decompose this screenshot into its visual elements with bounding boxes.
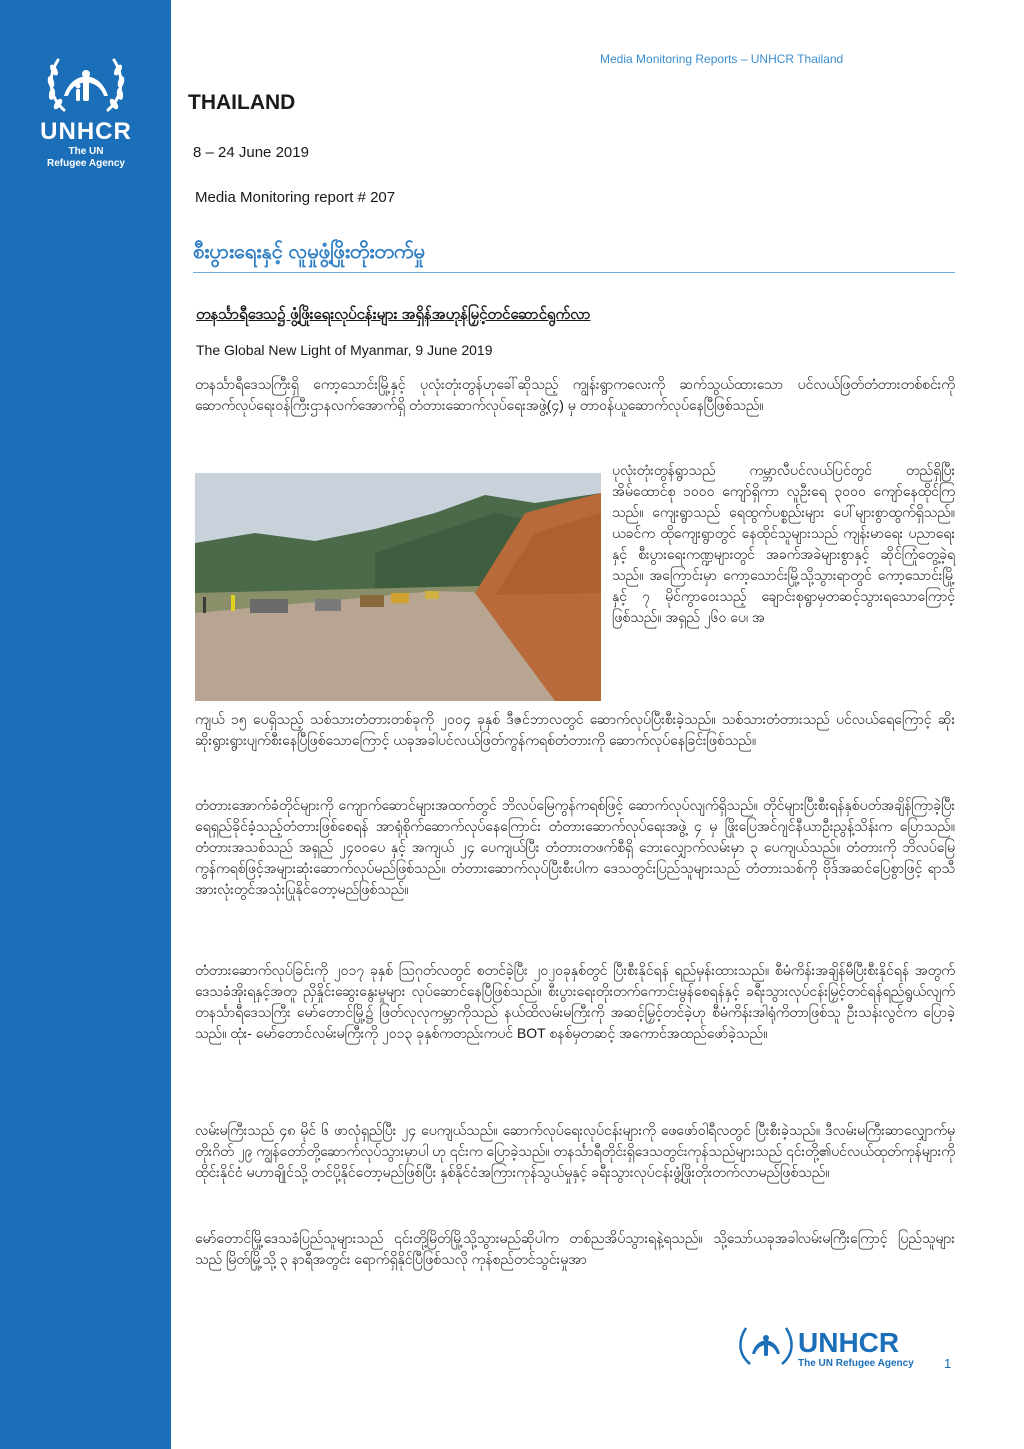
unhcr-footer-icon — [738, 1322, 928, 1370]
article-paragraph-5: လမ်းမကြီးသည် ၄၈ မိုင် ၆ ဖာလုံရှည်ပြီး ၂၄ ပေကျယ်သည်။ ဆောက်လုပ်ရေးလုပ်ငန်းများကို ဖေဖော်ဝါရီလတွင် ပြီးစီးခဲ့သည်။ ဒီလမ်းမကြီးဆာလျှောက်မှ တိုးဂိတ် ၂၉ ကျွန်တော်တို့ဆောက်လုပ်သွားမှာပါ ဟု ၎င်းက ပြောခဲ့သည်။ တနင်္သာရီတိုင်းရှိဒေသတွင်းကုန်သည်များသည် ၎င်းတို့၏ပင်လယ်ထုတ်ကုန်များကို ထိုင်းနိုင်ငံ မဟာချိုင်သို့ တင်ပို့နိုင်တော့မည်ဖြစ်ပြီး နှစ်နိုင်ငံအကြားကုန်သွယ်မှုနှင့် ခရီးသွားလုပ်ငန်းဖွံ့ဖြိုးတိုးတက်လာမည်ဖြစ်သည်။ — [195, 1122, 955, 1180]
article-paragraph-2-wrapped: ပုလုံးတုံးတွန်ရွာသည် ကမ္ဘာလီပင်လယ်ပြင်တွင် တည်ရှိပြီး အိမ်ထောင်စု ၁၀၀၀ ကျော်ရှိကာ လူဦးရေ ၃၀၀၀ ကျော်နေထိုင်ကြသည်။ ကျေးရွာသည် ရေထွက်ပစ္စည်းများ ပေါ်များစွာထွက်ရှိသည်။ ယခင်က ထိုကျေးရွာတွင် နေထိုင်သူများသည် ကျန်းမာရေး ပညာရေးနှင့် စီးပွားရေးကဏ္ဍများတွင် အခက်အခဲများစွာနှင့် ဆိုင်ကြုံတွေ့ခဲ့ရသည်။ အကြောင်းမှာ ကော့သောင်းမြို့သို့သွားရာတွင် ကော့သောင်းမြို့နှင့် ၇ မိုင်ကွာဝေးသည့် ချောင်းစုရွာမှတဆင့်သွားရသောကြောင့်ဖြစ်သည်။ အရှည် ၂၆၀ ပေ၊ အ — [612, 462, 955, 625]
page-number: 1 — [944, 1356, 952, 1371]
brand-sidebar — [0, 0, 171, 1449]
footer-tagline: The UN Refugee Agency — [798, 1358, 914, 1369]
org-name: UNHCR — [40, 118, 132, 145]
road-construction-image — [195, 473, 601, 701]
article-paragraph-6: မော်တောင်မြို့ဒေသခံပြည်သူများသည် ၎င်းတို့မြိတ်မြို့သို့သွားမည်ဆိုပါက တစ်ညအိပ်သွားရနဲ့ရသည်။ သို့သော်ယခုအခါလမ်းမကြီးကြောင့် ပြည်သူများသည် မြိတ်မြို့သို့ ၃ နာရီအတွင်း ရောက်ရှိနိုင်ပြီဖြစ်သလို ကုန်စည်တင်သွင်းမှုအာ — [195, 1230, 955, 1267]
laurel-family-icon — [44, 52, 128, 116]
footer-logo — [738, 1322, 928, 1375]
report-country: THAILAND — [188, 91, 296, 114]
bridge-road-photo — [195, 473, 601, 701]
section-divider — [193, 272, 955, 273]
report-dates: 8 – 24 June 2019 — [193, 144, 309, 161]
org-tagline-line2: Refugee Agency — [47, 158, 125, 169]
article-paragraph-1: တနင်္သာရီဒေသကြီးရှိ ကော့သောင်းမြို့နှင့် ပုလုံးတုံးတွန်ဟုခေါ်ဆိုသည့် ကျွန်းရွာကလေးကို ဆက်သွယ်ထားသော ပင်လယ်ဖြတ်တံတားတစ်စင်းကို ဆောက်လုပ်ရေးဝန်ကြီးဌာနလက်အောက်ရှိ တံတားဆောက်လုပ်ရေးအဖွဲ့(၄) မှ တာဝန်ယူဆောက်လုပ်နေပြီဖြစ်သည်။ — [195, 376, 955, 413]
article-paragraph-4: တံတားဆောက်လုပ်ခြင်းကို ၂၀၁၇ ခုနှစ် ဩဂုတ်လတွင် စတင်ခဲ့ပြီး ၂၀၂၀ခုနှစ်တွင် ပြီးစီးနိုင်ရန် ရည်မှန်းထားသည်။ စီမံကိန်းအချိန်မီပြီးစီးနိုင်ရန် အတွက် ဒေသခံအိုးရနှင့်အတူ ညှိနှိုင်းဆွေးနွေးမှုများ လုပ်ဆောင်နေပြီဖြစ်သည်။ စီးပွားရေးတိုးတက်ကောင်းမွန်စေရန်နှင့် ခရီးသွားလုပ်ငန်းမြှင့်တင်ရန်ရည်ရွယ်လျက် တနင်္သာရီဒေသကြီး မော်တောင်မြို့၌ ဖြတ်လုလုကမ္ဘာကိုသည် နယ်ထိလမ်းမကြီးကို အဆင့်မြှင့်တင်ခဲ့ဟု စီမံကိန်းအါရုံကိတာဖြစ်သူ ဦးသန်းလွင်က ပြောခဲ့သည်။ ထုံး- မော်တောင်လမ်းမကြီးကို ၂၀၁၃ ခုနှစ်ကတည်းကပင် BOT စနစ်မှတဆင့် အကောင်အထည်ဖော်ခဲ့သည်။ — [195, 962, 955, 1041]
running-header: Media Monitoring Reports – UNHCR Thailand — [600, 52, 844, 66]
section-title: စီးပွားရေးနှင့် လူမှုဖွံ့ဖြိုးတိုးတက်မှု — [193, 241, 425, 263]
footer-org-name: UNHCR — [798, 1327, 900, 1358]
article-source: The Global New Light of Myanmar, 9 June 2019 — [196, 342, 493, 358]
article-headline: တနင်္သာရီဒေသ၌ ဖွံ့ဖြိုးရေးလုပ်ငန်းများ အရှိန်အဟုန်မြှင့်တင်ဆောင်ရွက်လာ — [196, 306, 591, 323]
article-paragraph-2-continued: ကျယ် ၁၅ ပေရှိသည့် သစ်သားတံတားတစ်ခုကို ၂၀၀၄ ခုနှစ် ဒီဇင်ဘာလတွင် ဆောက်လုပ်ပြီးစီးခဲ့သည်။ သစ်သားတံတားသည် ပင်လယ်ရေကြောင့် ဆိုးဆိုးရွားရွားပျက်စီးနေပြီဖြစ်သောကြောင့် ယခုအခါပင်လယ်ဖြတ်ကွန်ကရစ်တံတားကို ဆောက်လုပ်နေခြင်းဖြစ်သည်။ — [195, 711, 955, 748]
org-tagline-line1: The UN — [68, 146, 104, 157]
article-paragraph-3: တံတားအောက်ခံတိုင်များကို ကျောက်ဆောင်များအထက်တွင် ဘိလပ်မြေကွန်ကရစ်ဖြင့် ဆောက်လုပ်လျက်ရှိသည်။ တိုင်များပြီးစီးရန်နှစ်ပတ်အချိန်ကြာခဲ့ပြီး ရေရှည်ခိုင်ခံ့သည့်တံတားဖြစ်စေရန် အာရုံစိုက်ဆောက်လုပ်နေကြောင်း တံတားဆောက်လုပ်ရေးအဖွဲ့ ၄ မှ ဖြိုးပြေအင်ဂျင်နီယာဦးညွန့်သိန်းက ပြောသည်။ တံတားအသစ်သည် အရှည် ၂၄၀၀ပေ နှင့် အကျယ် ၂၄ ပေကျယ်ပြီး တံတားတဖက်စီရှိ ဘေးလျှောက်လမ်းမှာ ၃ ပေကျယ်သည်။ တံတားကို ဘိလပ်မြေကွန်ကရစ်ဖြင့်အများဆုံးဆောက်လုပ်မည်ဖြစ်သည်။ တံတားဆောက်လုပ်ပြီးစီးပါက ဒေသတွင်းပြည်သူများသည် တံတားသစ်ကို ဗိုဒ်အဆင်ပြေစွာဖြင့် ရာသီအားလုံးတွင်အသုံးပြုနိုင်တော့မည်ဖြစ်သည်။ — [195, 797, 955, 897]
report-number: Media Monitoring report # 207 — [195, 189, 396, 206]
unhcr-logo — [30, 52, 142, 170]
